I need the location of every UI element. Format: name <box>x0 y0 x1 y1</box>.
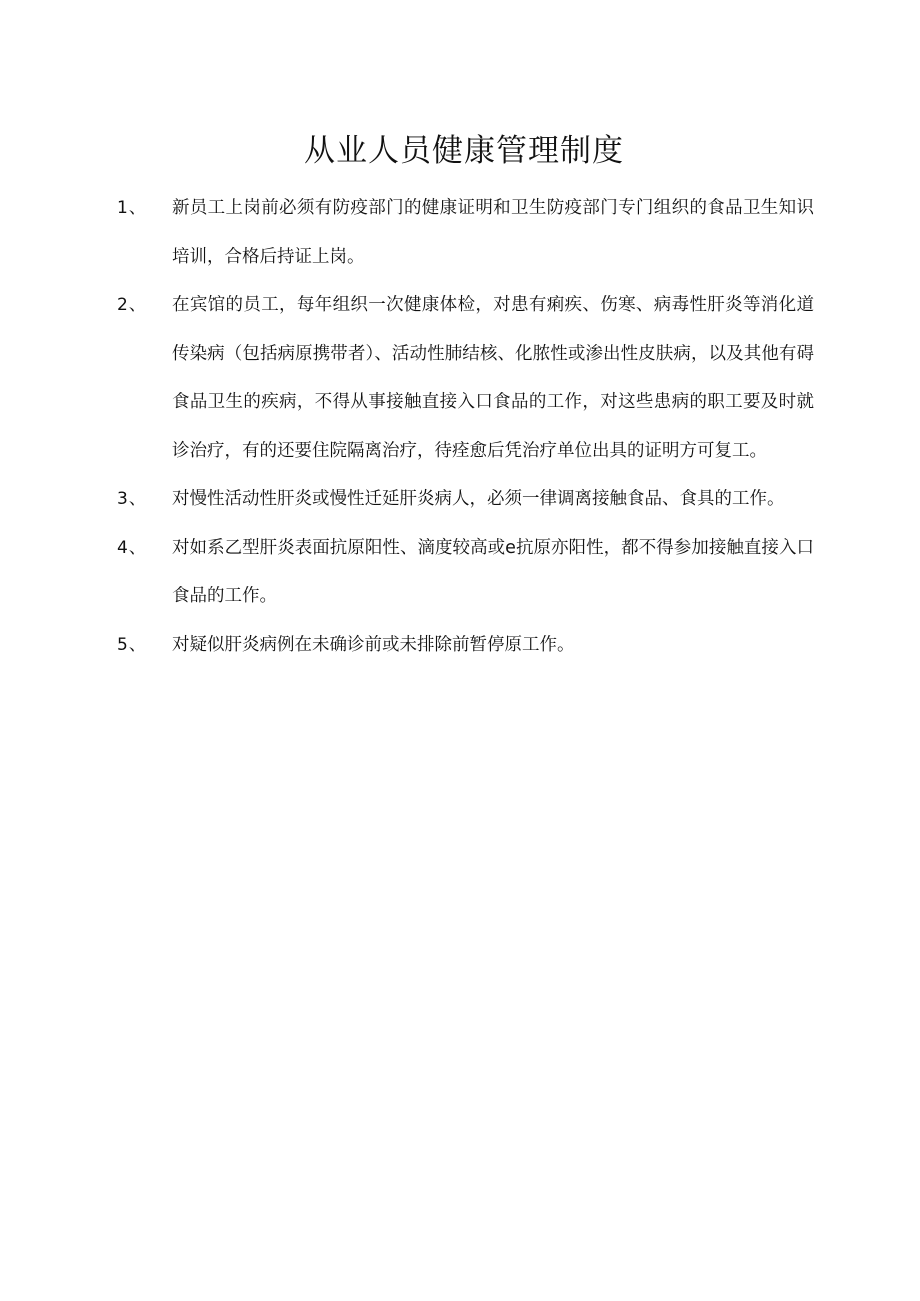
list-item <box>0 281 814 475</box>
regulation-list <box>0 184 920 669</box>
item-number: 1、 <box>117 198 147 218</box>
item-text: 新员工上岗前必须有防疫部门的健康证明和卫生防疫部门专门组织的食品卫生知识培训，合格后持证上岗。 <box>172 198 814 267</box>
item-text: 对慢性活动性肝炎或慢性迁延肝炎病人，必须一律调离接触食品、食具的工作。 <box>172 489 785 509</box>
item-number: 5、 <box>117 634 147 655</box>
item-number: 2、 <box>117 295 147 315</box>
item-number: 3、 <box>117 489 147 509</box>
list-item <box>0 524 814 621</box>
list-item <box>0 184 814 281</box>
item-text: 在宾馆的员工，每年组织一次健康体检，对患有痢疾、伤寒、病毒性肝炎等消化道传染病（包括病原携带者）、活动性肺结核、化脓性或渗出性皮肤病，以及其他有碍食品卫生的疾病，不得从事接触直接入口食品的工作，对这些患病的职工要及时就诊治疗，有的还要住院隔离治疗，待痊愈后凭治疗单位出具的证明方可复工。 <box>172 295 814 461</box>
list-item <box>0 475 814 524</box>
page-title: 从业人员健康管理制度 <box>304 133 624 169</box>
list-item <box>0 621 814 670</box>
item-text: 对如系乙型肝炎表面抗原阳性、滴度较高或e抗原亦阳性，都不得参加接触直接入口食品的工作。 <box>172 537 814 606</box>
item-number: 4、 <box>117 537 147 558</box>
item-text: 对疑似肝炎病例在未确诊前或未排除前暂停原工作。 <box>172 634 575 655</box>
